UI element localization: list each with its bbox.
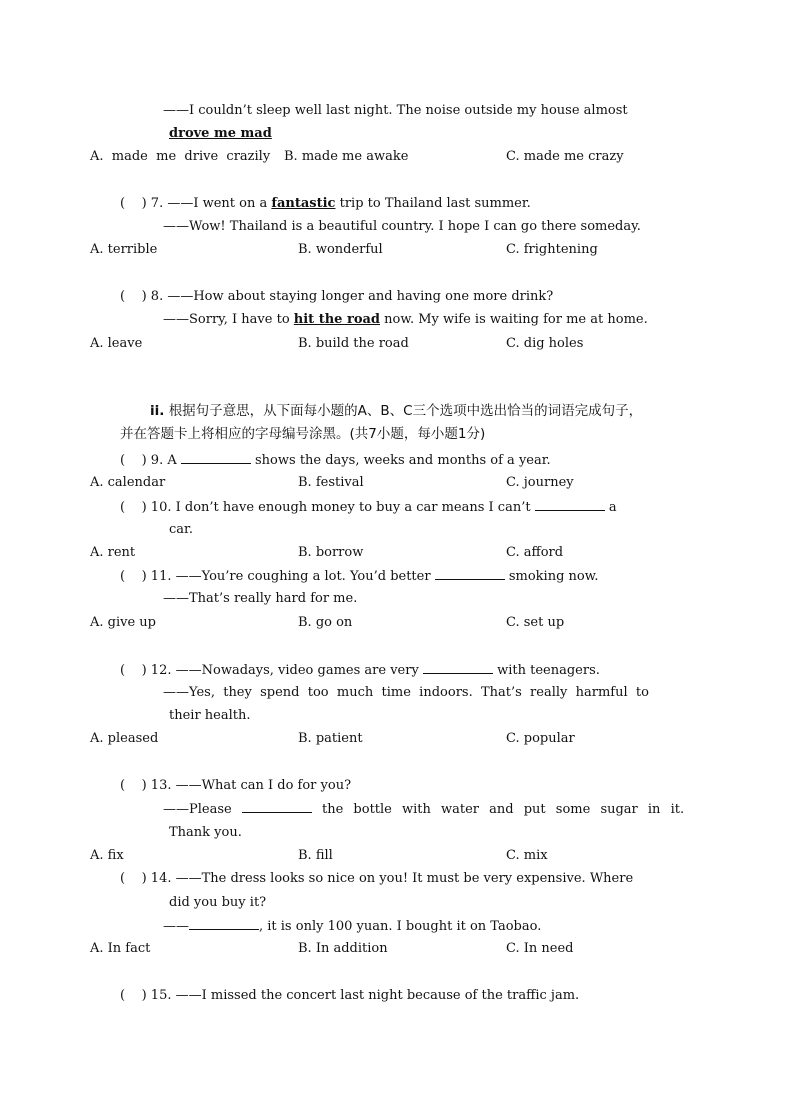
q10-option-c: C. afford <box>506 545 564 560</box>
q14-option-b: B. In addition <box>298 941 388 956</box>
q8-keyword: hit the road <box>293 312 381 327</box>
q6-phrase: drove me mad <box>169 126 272 141</box>
q6-line1: ——I couldn’t sleep well last night. The noise outside my house almost <box>163 103 628 118</box>
q8-option-b: B. build the road <box>298 336 409 351</box>
q6-option-a: A. made me drive crazily <box>90 149 271 164</box>
q7-prefix: ( ) 7. ——I went on a <box>120 196 268 211</box>
q14-line2: did you buy it? <box>169 895 267 910</box>
q8-line1: ( ) 8. ——How about staying longer and having one more drink? <box>120 289 554 304</box>
q14-post: , it is only 100 yuan. I bought it on Taobao. <box>259 919 542 934</box>
q10-line2: car. <box>169 522 193 537</box>
q6-option-b: B. made me awake <box>284 149 409 164</box>
q8-option-c: C. dig holes <box>506 336 584 351</box>
q13-line1: ( ) 13. ——What can I do for you? <box>120 778 352 793</box>
q11-option-b: B. go on <box>298 615 353 630</box>
q14-blank <box>189 917 259 930</box>
q11-pre: ( ) 11. ——You’re coughing a lot. You’d better <box>120 569 431 584</box>
q6-option-c: C. made me crazy <box>506 149 624 164</box>
q13-blank <box>242 800 312 813</box>
q11-question <box>120 567 598 586</box>
q12-option-b: B. patient <box>298 731 363 746</box>
q10-pre: ( ) 10. I don’t have enough money to buy a car means I can’t <box>120 500 531 515</box>
q12-option-c: C. popular <box>506 731 575 746</box>
q13-option-b: B. fill <box>298 848 333 863</box>
q9-option-c: C. journey <box>506 475 574 490</box>
q12-line2: ——Yes, they spend too much time indoors. That’s really harmful to <box>163 685 649 700</box>
section-instruction-1 <box>150 402 642 420</box>
q11-line2: ——That’s really hard for me. <box>163 591 358 606</box>
q10-blank <box>535 498 605 511</box>
q12-pre: ( ) 12. ——Nowadays, video games are very <box>120 663 419 678</box>
q11-option-a: A. give up <box>90 615 156 630</box>
section-number: ii. <box>150 403 165 419</box>
q7-keyword: fantastic <box>271 196 336 211</box>
q10-question <box>120 498 617 517</box>
q7-line2: ——Wow! Thailand is a beautiful country. I hope I can go there someday. <box>163 219 641 234</box>
q8-line2 <box>163 311 648 329</box>
q15-line1: ( ) 15. ——I missed the concert last night because of the traffic jam. <box>120 988 580 1003</box>
q13-pre: ——Please <box>163 802 232 817</box>
q7-question <box>120 195 531 213</box>
q11-option-c: C. set up <box>506 615 565 630</box>
q7-suffix: trip to Thailand last summer. <box>339 196 531 211</box>
q10-option-b: B. borrow <box>298 545 364 560</box>
q9-blank <box>181 451 251 464</box>
q7-option-c: C. frightening <box>506 242 598 257</box>
q9-option-b: B. festival <box>298 475 364 490</box>
q13-line2 <box>163 800 684 819</box>
q14-option-c: C. In need <box>506 941 574 956</box>
q9-option-a: A. calendar <box>90 475 166 490</box>
q12-blank <box>423 661 493 674</box>
q7-option-a: A. terrible <box>90 242 158 257</box>
q8-suffix: now. My wife is waiting for me at home. <box>384 312 648 327</box>
q9-question <box>120 451 551 470</box>
q13-post: the bottle with water and put some sugar in it. <box>322 802 685 817</box>
q12-line3: their health. <box>169 708 251 723</box>
q9-pre: ( ) 9. A <box>120 453 177 468</box>
q12-option-a: A. pleased <box>90 731 159 746</box>
q13-line3: Thank you. <box>169 825 242 840</box>
q14-line3 <box>163 917 541 936</box>
q13-option-a: A. fix <box>90 848 124 863</box>
q14-option-a: A. In fact <box>90 941 151 956</box>
q9-post: shows the days, weeks and months of a year. <box>255 453 551 468</box>
q10-post: a <box>608 500 617 515</box>
q14-pre: —— <box>163 919 189 934</box>
q11-post: smoking now. <box>508 569 599 584</box>
q10-option-a: A. rent <box>90 545 136 560</box>
q11-blank <box>435 567 505 580</box>
q14-line1: ( ) 14. ——The dress looks so nice on you! It must be very expensive. Where <box>120 871 634 886</box>
q7-option-b: B. wonderful <box>298 242 383 257</box>
q13-option-c: C. mix <box>506 848 548 863</box>
section-instr1: 根据句子意思，从下面每小题的A、B、C三个选项中选出恰当的词语完成句子， <box>168 403 643 419</box>
section-instruction-2: 并在答题卡上将相应的字母编号涂黑。(共7小题，每小题1分) <box>120 426 486 442</box>
q12-post: with teenagers. <box>497 663 600 678</box>
q8-prefix: ——Sorry, I have to <box>163 312 290 327</box>
q8-option-a: A. leave <box>90 336 143 351</box>
q12-question <box>120 661 600 680</box>
